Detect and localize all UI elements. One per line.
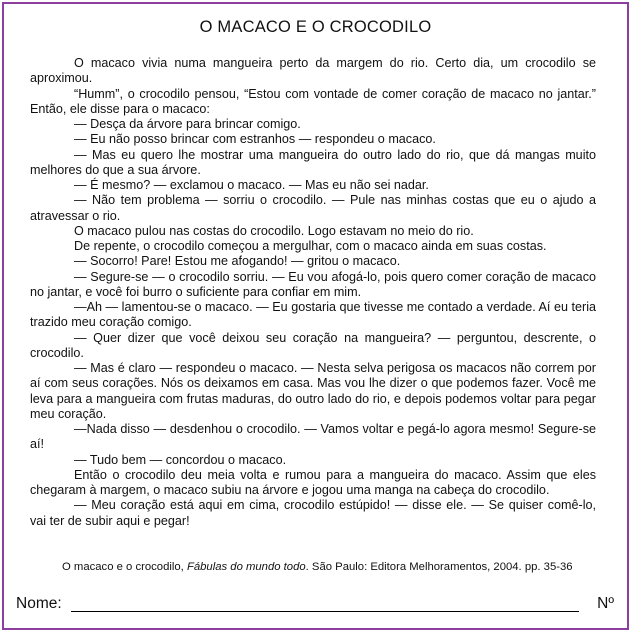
paragraph: — Meu coração está aqui em cima, crocodilo estúpido! — disse ele. — Se quiser comê-lo, vai ter de subir aqui e pegar! — [30, 498, 596, 528]
paragraph: — Tudo bem — concordou o macaco. — [74, 452, 287, 467]
source-prefix: O macaco e o crocodilo, — [62, 561, 187, 573]
paragraph: — Mas é claro — respondeu o macaco. — Nesta selva perigosa os macacos não correm por aí com seus corações. Nós os deixamos em casa. Mas vou lhe dizer o que podemos fazer. Você me leva para a mangueira com frutas maduras, do outro lado do rio, e depois podemos voltar para pegar meu coração. — [30, 361, 596, 421]
name-blank-line[interactable] — [71, 611, 579, 612]
story-title: O MACACO E O CROCODILO — [199, 18, 432, 36]
paragraph: —Nada disso — desdenhou o crocodilo. — Vamos voltar e pegá-lo agora mesmo! Segure-se aí! — [30, 422, 596, 452]
paragraph: — Não tem problema — sorriu o crocodilo. — Pule nas minhas costas que eu o ajudo a atravessar o rio. — [30, 193, 596, 223]
paragraph: — Desça da árvore para brincar comigo. — [74, 117, 301, 131]
paragraph: De repente, o crocodilo começou a mergulhar, com o macaco ainda em suas costas. — [74, 239, 547, 253]
paragraph: Então o crocodilo deu meia volta e rumou para a mangueira do macaco. Assim que eles chegaram à margem, o macaco subiu na árvore e jogou uma manga na cabeça do crocodilo. — [30, 467, 596, 497]
paragraph: O macaco vivia numa mangueira perto da margem do rio. Certo dia, um crocodilo se aproximou. — [30, 56, 596, 86]
paragraph: —Ah — lamentou-se o macaco. — Eu gostaria que tivesse me contado a verdade. Aí eu teria trazido meu coração comigo. — [30, 300, 596, 330]
name-field-row — [16, 595, 620, 617]
paragraph: — Mas eu quero lhe mostrar uma mangueira do outro lado do rio, que dá mangas muito melhores do que a sua árvore. — [30, 147, 596, 177]
source-suffix: . São Paulo: Editora Melhoramentos, 2004. pp. 35-36 — [305, 561, 573, 573]
paragraph: — Segure-se — o crocodilo sorriu. — Eu vou afogá-lo, pois quero comer coração de macaco no jantar, e você foi burro o suficiente para confiar em mim. — [30, 269, 596, 299]
name-label: Nome: — [16, 595, 62, 612]
paragraph: O macaco pulou nas costas do crocodilo. Logo estavam no meio do rio. — [74, 223, 474, 238]
story-body — [30, 56, 596, 529]
number-label: Nº — [597, 595, 614, 612]
paragraph: — É mesmo? — exclamou o macaco. — Mas eu não sei nadar. — [74, 178, 429, 192]
paragraph: — Quer dizer que você deixou seu coração na mangueira? — perguntou, descrente, o crocodilo. — [30, 330, 596, 360]
source-book-title: Fábulas do mundo todo — [186, 561, 306, 573]
paragraph: “Humm”, o crocodilo pensou, “Estou com vontade de comer coração de macaco no jantar.” Então, ele disse para o macaco: — [30, 86, 596, 116]
source-citation — [62, 561, 573, 573]
page-frame — [2, 2, 629, 630]
paragraph: — Eu não posso brincar com estranhos — respondeu o macaco. — [74, 132, 436, 147]
paragraph: — Socorro! Pare! Estou me afogando! — gritou o macaco. — [74, 254, 401, 269]
